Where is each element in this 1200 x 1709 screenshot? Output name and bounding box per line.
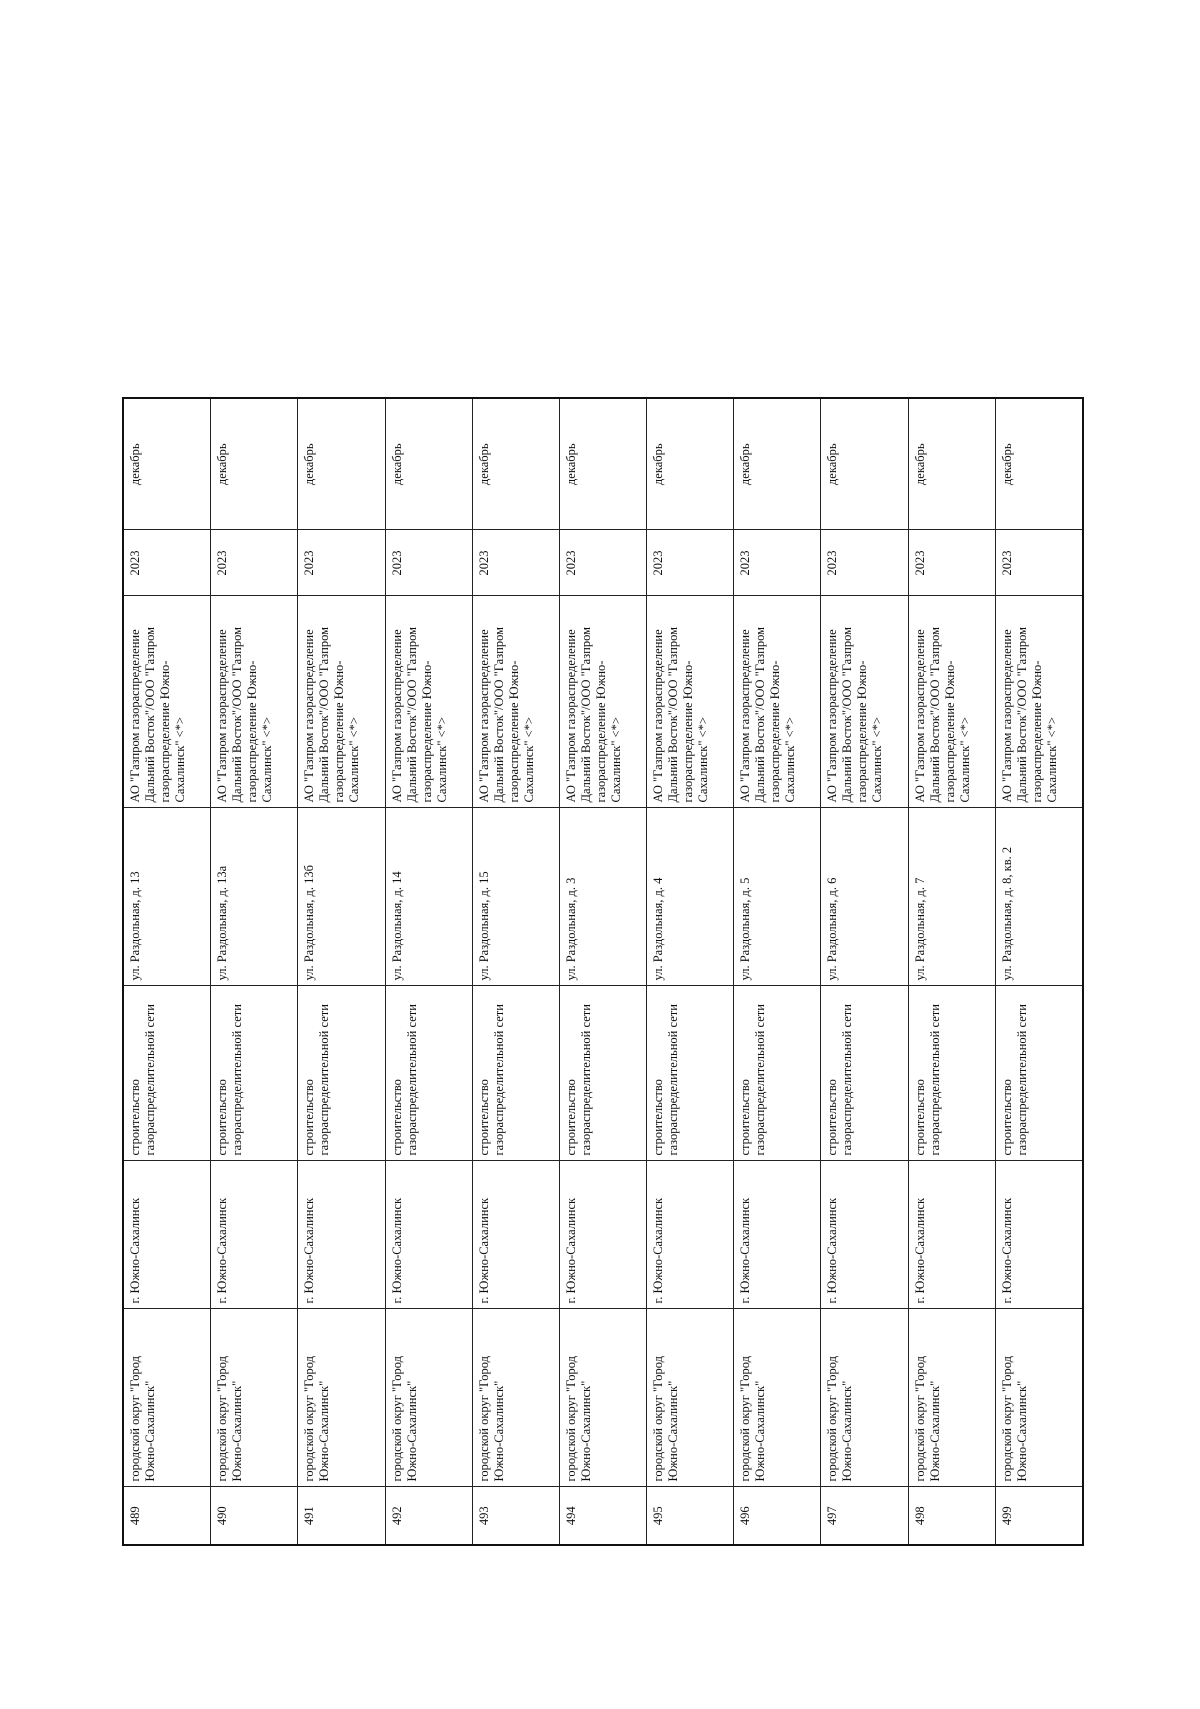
address-cell: ул. Раздольная, д. 8, кв. 2: [995, 808, 1083, 986]
table-row: [559, 398, 646, 1545]
address-cell: ул. Раздольная, д. 6: [821, 808, 908, 986]
work-type-cell: строительство газораспределительной сети: [298, 986, 385, 1161]
work-type-cell: строительство газораспределительной сети: [559, 986, 646, 1161]
month-cell: декабрь: [647, 398, 734, 530]
settlement-cell: г. Южно-Сахалинск: [908, 1161, 995, 1309]
municipality-cell: городской округ "Город Южно-Сахалинск": [123, 1309, 211, 1487]
address-cell: ул. Раздольная, д. 4: [647, 808, 734, 986]
month-cell: декабрь: [908, 398, 995, 530]
organization-cell: АО "Газпром газораспределение Дальний Восток"/ООО "Газпром газораспределение Южно-Сахалинск" <*>: [472, 596, 559, 808]
organization-cell: АО "Газпром газораспределение Дальний Восток"/ООО "Газпром газораспределение Южно-Сахалинск" <*>: [123, 596, 211, 808]
year-cell: 2023: [472, 530, 559, 596]
address-cell: ул. Раздольная, д. 13б: [298, 808, 385, 986]
settlement-cell: г. Южно-Сахалинск: [647, 1161, 734, 1309]
work-type-cell: строительство газораспределительной сети: [995, 986, 1083, 1161]
row-number: 499: [995, 1487, 1083, 1545]
year-cell: 2023: [123, 530, 211, 596]
settlement-cell: г. Южно-Сахалинск: [821, 1161, 908, 1309]
organization-cell: АО "Газпром газораспределение Дальний Восток"/ООО "Газпром газораспределение Южно-Сахалинск" <*>: [211, 596, 298, 808]
row-number: 493: [472, 1487, 559, 1545]
year-cell: 2023: [995, 530, 1083, 596]
table-row: [821, 398, 908, 1545]
work-type-cell: строительство газораспределительной сети: [821, 986, 908, 1161]
settlement-cell: г. Южно-Сахалинск: [123, 1161, 211, 1309]
address-cell: ул. Раздольная, д. 14: [385, 808, 472, 986]
work-type-cell: строительство газораспределительной сети: [647, 986, 734, 1161]
settlement-cell: г. Южно-Сахалинск: [385, 1161, 472, 1309]
month-cell: декабрь: [472, 398, 559, 530]
month-cell: декабрь: [385, 398, 472, 530]
year-cell: 2023: [734, 530, 821, 596]
row-number: 491: [298, 1487, 385, 1545]
municipality-cell: городской округ "Город Южно-Сахалинск": [211, 1309, 298, 1487]
year-cell: 2023: [821, 530, 908, 596]
year-cell: 2023: [298, 530, 385, 596]
year-cell: 2023: [559, 530, 646, 596]
settlement-cell: г. Южно-Сахалинск: [211, 1161, 298, 1309]
work-type-cell: строительство газораспределительной сети: [734, 986, 821, 1161]
table-row: [908, 398, 995, 1545]
month-cell: декабрь: [734, 398, 821, 530]
row-number: 490: [211, 1487, 298, 1545]
municipality-cell: городской округ "Город Южно-Сахалинск": [995, 1309, 1083, 1487]
month-cell: декабрь: [821, 398, 908, 530]
work-type-cell: строительство газораспределительной сети: [211, 986, 298, 1161]
row-number: 494: [559, 1487, 646, 1545]
organization-cell: АО "Газпром газораспределение Дальний Восток"/ООО "Газпром газораспределение Южно-Сахалинск" <*>: [647, 596, 734, 808]
settlement-cell: г. Южно-Сахалинск: [472, 1161, 559, 1309]
year-cell: 2023: [908, 530, 995, 596]
address-cell: ул. Раздольная, д. 15: [472, 808, 559, 986]
month-cell: декабрь: [211, 398, 298, 530]
address-cell: ул. Раздольная, д. 13: [123, 808, 211, 986]
settlement-cell: г. Южно-Сахалинск: [995, 1161, 1083, 1309]
row-number: 496: [734, 1487, 821, 1545]
settlement-cell: г. Южно-Сахалинск: [559, 1161, 646, 1309]
row-number: 489: [123, 1487, 211, 1545]
month-cell: декабрь: [298, 398, 385, 530]
year-cell: 2023: [385, 530, 472, 596]
municipality-cell: городской округ "Город Южно-Сахалинск": [908, 1309, 995, 1487]
table-row: [385, 398, 472, 1545]
settlement-cell: г. Южно-Сахалинск: [298, 1161, 385, 1309]
row-number: 492: [385, 1487, 472, 1545]
address-cell: ул. Раздольная, д. 13а: [211, 808, 298, 986]
row-number: 498: [908, 1487, 995, 1545]
row-number: 495: [647, 1487, 734, 1545]
organization-cell: АО "Газпром газораспределение Дальний Восток"/ООО "Газпром газораспределение Южно-Сахалинск" <*>: [559, 596, 646, 808]
year-cell: 2023: [211, 530, 298, 596]
organization-cell: АО "Газпром газораспределение Дальний Восток"/ООО "Газпром газораспределение Южно-Сахалинск" <*>: [734, 596, 821, 808]
settlement-cell: г. Южно-Сахалинск: [734, 1161, 821, 1309]
municipality-cell: городской округ "Город Южно-Сахалинск": [385, 1309, 472, 1487]
month-cell: декабрь: [995, 398, 1083, 530]
municipality-cell: городской округ "Город Южно-Сахалинск": [298, 1309, 385, 1487]
address-cell: ул. Раздольная, д. 5: [734, 808, 821, 986]
organization-cell: АО "Газпром газораспределение Дальний Восток"/ООО "Газпром газораспределение Южно-Сахалинск" <*>: [995, 596, 1083, 808]
month-cell: декабрь: [123, 398, 211, 530]
table-row: [647, 398, 734, 1545]
address-cell: ул. Раздольная, д. 7: [908, 808, 995, 986]
work-type-cell: строительство газораспределительной сети: [123, 986, 211, 1161]
table-body: [123, 398, 1083, 1545]
municipality-cell: городской округ "Город Южно-Сахалинск": [821, 1309, 908, 1487]
rotated-table-wrapper: [122, 399, 1084, 1546]
address-cell: ул. Раздольная, д. 3: [559, 808, 646, 986]
organization-cell: АО "Газпром газораспределение Дальний Восток"/ООО "Газпром газораспределение Южно-Сахалинск" <*>: [385, 596, 472, 808]
table-row: [211, 398, 298, 1545]
row-number: 497: [821, 1487, 908, 1545]
organization-cell: АО "Газпром газораспределение Дальний Восток"/ООО "Газпром газораспределение Южно-Сахалинск" <*>: [821, 596, 908, 808]
month-cell: декабрь: [559, 398, 646, 530]
municipality-cell: городской округ "Город Южно-Сахалинск": [472, 1309, 559, 1487]
table-row: [995, 398, 1083, 1545]
table-row: [123, 398, 211, 1545]
municipality-cell: городской округ "Город Южно-Сахалинск": [647, 1309, 734, 1487]
table-row: [734, 398, 821, 1545]
table-row: [298, 398, 385, 1545]
table-row: [472, 398, 559, 1545]
gasification-schedule-table: [122, 397, 1084, 1546]
year-cell: 2023: [647, 530, 734, 596]
municipality-cell: городской округ "Город Южно-Сахалинск": [559, 1309, 646, 1487]
municipality-cell: городской округ "Город Южно-Сахалинск": [734, 1309, 821, 1487]
work-type-cell: строительство газораспределительной сети: [908, 986, 995, 1161]
organization-cell: АО "Газпром газораспределение Дальний Восток"/ООО "Газпром газораспределение Южно-Сахалинск" <*>: [908, 596, 995, 808]
work-type-cell: строительство газораспределительной сети: [472, 986, 559, 1161]
organization-cell: АО "Газпром газораспределение Дальний Восток"/ООО "Газпром газораспределение Южно-Сахалинск" <*>: [298, 596, 385, 808]
work-type-cell: строительство газораспределительной сети: [385, 986, 472, 1161]
